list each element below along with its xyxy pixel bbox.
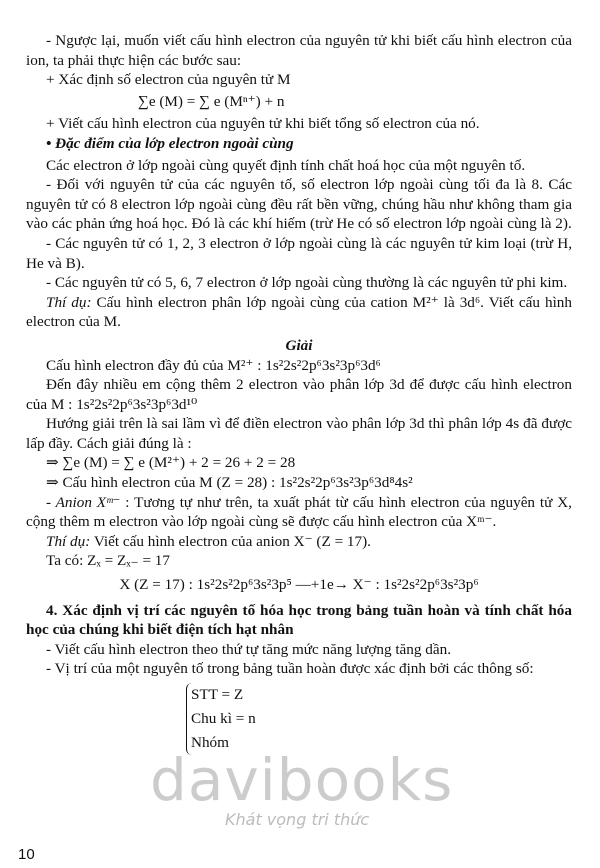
example-text: Cấu hình electron phân lớp ngoài cùng của cation M²⁺ là 3d⁶. Viết cấu hình electron của M. (26, 293, 572, 331)
anion-para (26, 493, 572, 532)
para-outer-shell: Các electron ở lớp ngoài cùng quyết định tính chất hoá học của một nguyên tố. (46, 156, 526, 174)
example-1 (26, 293, 572, 332)
para-noble-gases: - Đối với nguyên tử của các nguyên tố, số electron lớp ngoài cùng tối đa là 8. Các nguyên tử có 8 electron lớp ngoài cùng đều rất bền vững, chúng hầu như không tham gia vào các phản ứng hoá học. Đó là các khí hiếm (trừ He có số electron lớp ngoài cùng là 2). (26, 176, 572, 233)
solution-line-2: Đến đây nhiều em cộng thêm 2 electron vào phân lớp 3d để được cấu hình electron của M : 1s²2s²2p⁶3s²3p⁶3d¹⁰ (26, 376, 572, 413)
solution-line-3: Hướng giải trên là sai lầm vì để điền electron vào phân lớp 3d thì phân lớp 4s đã được lấp đầy. Cách giải đúng là : (26, 415, 572, 452)
example-label: Thí dụ: (46, 293, 92, 311)
example-2-line-2: X (Z = 17) : 1s²2s²2p⁶3s²3p⁵ —+1e→ X⁻ : 1s²2s²2p⁶3s²3p⁶ (119, 576, 479, 594)
section-heading-4: 4. Xác định vị trí các nguyên tố hóa học trong bảng tuần hoàn và tính chất hóa học của chúng khi biết điện tích hạt nhân (26, 601, 572, 639)
example-2-text: Viết cấu hình electron của anion X⁻ (Z = 17). (90, 532, 371, 550)
watermark-slogan: Khát vọng tri thức (225, 810, 370, 829)
parameter-list (186, 683, 311, 755)
page-body (26, 31, 572, 755)
section-heading-outer-shell: • Đặc điểm của lớp electron ngoài cùng (46, 134, 294, 152)
parameter-group: Nhóm (191, 734, 229, 751)
section-4-line-2: - Vị trí của một nguyên tố trong bảng tuần hoàn được xác định bởi các thông số: (46, 660, 534, 678)
solution-heading: Giải (285, 336, 313, 354)
section-4-line-1: - Viết cấu hình electron theo thứ tự tăng mức năng lượng tăng dần. (46, 640, 452, 658)
example-2-label: Thí dụ: (46, 532, 91, 550)
solution-line-5: ⇒ Cấu hình electron của M (Z = 28) : 1s²2s²2p⁶3s²3p⁶3d⁸4s² (46, 474, 413, 492)
parameter-period: Chu kì = n (191, 710, 256, 727)
parameter-stt: STT = Z (191, 686, 244, 703)
step-2: + Viết cấu hình electron của nguyên tử khi biết tổng số electron của nó. (46, 115, 480, 133)
solution-line-1: Cấu hình electron đầy đủ của M²⁺ : 1s²2s²2p⁶3s²3p⁶3d⁶ (46, 356, 381, 374)
anion-text: : Tương tự như trên, ta xuất phát từ cấu hình electron của nguyên tử X, cộng thêm m electron vào lớp ngoài cùng sẽ được cấu hình electron của Xᵐ⁻. (26, 493, 572, 531)
para-intro: - Ngược lại, muốn viết cấu hình electron của nguyên tử khi biết cấu hình electron của ion, ta phải thực hiện các bước sau: (26, 32, 572, 69)
para-metals: - Các nguyên tử có 1, 2, 3 electron ở lớp ngoài cùng là các nguyên tử kim loại (trừ H, He và B). (26, 234, 572, 272)
anion-label: - Anion Xᵐ⁻ (46, 493, 121, 511)
page-number: 10 (18, 846, 35, 863)
para-nonmetals: - Các nguyên tử có 5, 6, 7 electron ở lớp ngoài cùng thường là các nguyên tử phi kim. (46, 274, 568, 292)
example-2-line-1: Ta có: Zₓ = Zₓ₋ = 17 (46, 552, 170, 570)
step-1: + Xác định số electron của nguyên tử M (46, 71, 291, 89)
formula-sum-electrons: ∑e (M) = ∑ e (Mⁿ⁺) + n (138, 92, 285, 110)
example-2 (26, 532, 572, 552)
solution-line-4: ⇒ ∑e (M) = ∑ e (M²⁺) + 2 = 26 + 2 = 28 (46, 454, 296, 472)
watermark-brand: davibooks (150, 746, 454, 814)
